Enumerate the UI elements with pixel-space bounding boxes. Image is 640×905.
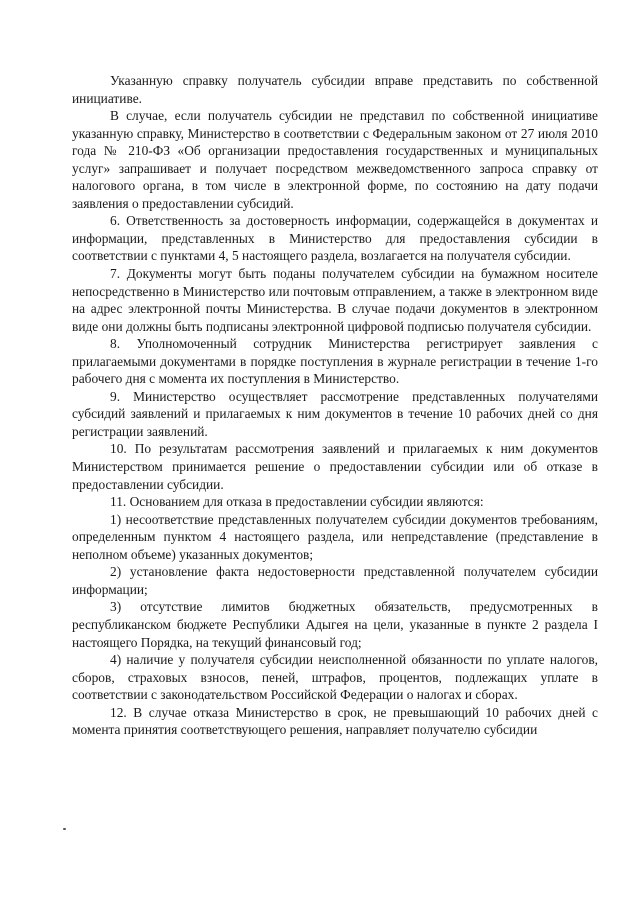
paragraph-12-refusal-notice: 12. В случае отказа Министерство в срок, не превышающий 10 рабочих дней с момента принятия соответствующего решения, направляет получателю субсидии: [72, 704, 598, 738]
list-item-1-nonconformity: 1) несоответствие представленных получателем субсидии документов требованиям, определенным пунктом 4 настоящего раздела, или непредставление (представление в неполном объеме) указанных документов;: [72, 511, 598, 562]
paragraph-9-review: 9. Министерство осуществляет рассмотрение представленных получателями субсидий заявлений и прилагаемых к ним документов в течение 10 рабочих дней со дня регистрации заявлений.: [72, 388, 598, 439]
paragraph-10-decision: 10. По результатам рассмотрения заявлений и прилагаемых к ним документов Министерством принимается решение о предоставлении субсидии или об отказе в предоставлении субсидии.: [72, 441, 598, 492]
paragraph-interagency-request: В случае, если получатель субсидии не представил по собственной инициативе указанную справку, Министерство в соответствии с Федеральным законом от 27 июля 2010 года № 210-ФЗ «Об организации предоставления государственных и муниципальных услуг» запрашивает и получает посредством межведомственного запроса справку от налогового органа, в том числе в электронной форме, по состоянию на дату подачи заявления о предоставлении субсидий.: [72, 108, 598, 211]
list-item-3-no-limits: 3) отсутствие лимитов бюджетных обязательств, предусмотренных в республиканском бюджете Республики Адыгея на цели, указанные в пункте 2 раздела I настоящего Порядка, на текущий финансовый год;: [72, 599, 598, 650]
paragraph-8-registration: 8. Уполномоченный сотрудник Министерства регистрирует заявления с прилагаемыми документами в порядке поступления в журнале регистрации в течение 1-го рабочего дня с момента их поступления в Министерство.: [72, 336, 598, 387]
list-item-2-false-info: 2) установление факта недостоверности представленной получателем субсидии информации;: [72, 564, 598, 597]
paragraph-7-submission: 7. Документы могут быть поданы получателем субсидии на бумажном носителе непосредственно в Министерство или почтовым отправлением, а также в электронном виде на адрес электронной почты Министерства. В случае подачи документов в электронном виде они должны быть подписаны электронной цифровой подписью получателя субсидии.: [72, 266, 598, 334]
paragraph-6-responsibility: 6. Ответственность за достоверность информации, содержащейся в документах и информации, представленных в Министерство для предоставления субсидии в соответствии с пунктами 4, 5 настоящего раздела, возлагается на получателя субсидии.: [72, 213, 598, 264]
scan-speck: [63, 828, 66, 830]
paragraph-voluntary-certificate: Указанную справку получатель субсидии вправе представить по собственной инициативе.: [72, 73, 598, 106]
document-page: [72, 72, 598, 739]
paragraph-11-refusal-grounds: 11. Основанием для отказа в предоставлении субсидии являются:: [110, 494, 484, 510]
list-item-4-tax-debt: 4) наличие у получателя субсидии неисполненной обязанности по уплате налогов, сборов, страховых взносов, пеней, штрафов, процентов, подлежащих уплате в соответствии с законодательством Российской Федерации о налогах и сборах.: [72, 652, 598, 703]
